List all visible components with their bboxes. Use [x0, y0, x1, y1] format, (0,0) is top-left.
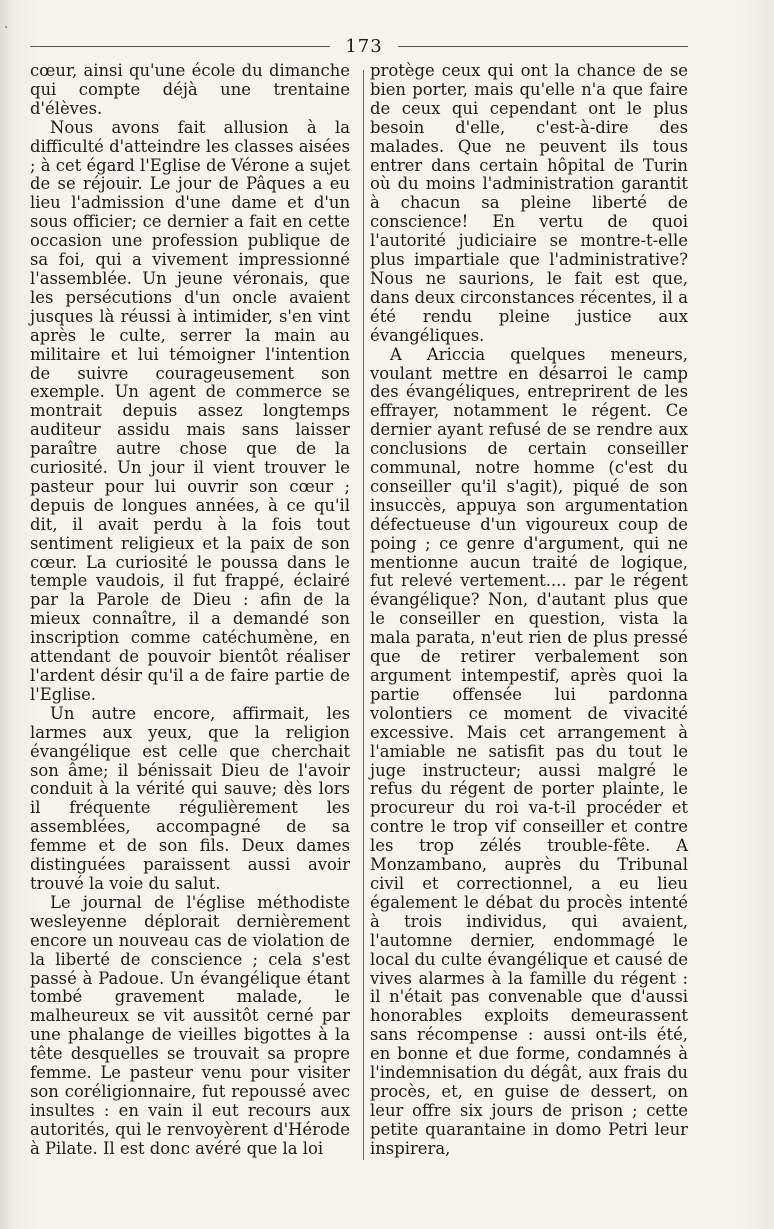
header-rule-left [30, 46, 330, 47]
paragraph: Nous avons fait allusion à la difficulté d'atteindre les classes aisées ; à cet égard l'Eglise de Vérone a sujet de se réjouir. Le jour de Pâques a eu lieu l'admission d'une dame et d'un sous officier; ce dernier a fait en cette occasion une profession publique de sa foi, qui a vivement impressionné l'assemblée. Un jeune véronais, que les persécutions d'un oncle avaient jusques là réussi à intimider, s'en vint après le culte, serrer la main au militaire et lui témoigner l'intention de suivre courageusement son exemple. Un agent de commerce se montrait depuis assez longtemps auditeur assidu mais sans laisser paraître autre chose que de la curiosité. Un jour il vient trouver le pasteur pour lui ouvrir son cœur ; depuis de longues années, à ce qu'il dit, il avait perdu à la fois tout sentiment religieux et la paix de son cœur. La curiosité le poussa dans le temple vaudois, il fut frappé, éclairé par la Parole de Dieu : afin de la mieux connaître, il a demandé son inscription comme catéchumène, en attendant de pouvoir bientôt réaliser l'ardent désir qu'il a de faire partie de l'Eglise. [30, 117, 350, 704]
paragraph: Le journal de l'église méthodiste wesleyenne déplorait dernièrement encore un nouveau cas de violation de la liberté de conscience ; cela s'est passé à Padoue. Un évangélique étant tombé gravement malade, le malheureux se vit aussitôt cerné par une phalange de vieilles bigottes à la tête desquelles se trouvait sa propre femme. Le pasteur venu pour visiter son coréligionnaire, fut repoussé avec insultes : en vain il eut recours aux autorités, qui le renvoyèrent d'Hérode à Pilate. Il est donc avéré que la loi [30, 892, 350, 1158]
margin-mark: · [4, 20, 9, 36]
paragraph: A Ariccia quelques meneurs, voulant mettre en désarroi le camp des évangéliques, entreprirent de les effrayer, notamment le régent. Ce dernier ayant refusé de se rendre aux conclusions de certain conseiller communal, notre homme (c'est du conseiller qu'il s'agit), piqué de son insuccès, appuya son argumentation défectueuse d'un vigoureux coup de poing ; ce genre d'argument, qui ne mentionne aucun traité de logique, fut relevé vertement.... par le régent évangélique? Non, d'autant plus que le conseiller en question, vista la mala parata, n'eut rien de plus pressé que de retirer verbalement son argument intempestif, après quoi la partie offensée lui pardonna volontiers ce moment de vivacité excessive. Mais cet arrangement à l'amiable ne satisfit pas du tout le juge instructeur; aussi malgré le refus du régent de porter plainte, le procureur du roi va-t-il procéder et contre le trop vif conseiller et contre les trop zélés trouble-fête. A Monzambano, auprès du Tribunal civil et correctionnel, a eu lieu également le débat du procès intenté à trois individus, qui avaient, l'automne dernier, endommagé le local du culte évangélique et causé de vives alarmes à la famille du régent : il n'était pas convenable que d'aussi honorables exploits demeurassent sans récompense : aussi ont-ils été, en bonne et due forme, condamnés à l'indemnisation du dégât, aux frais du procès, et, en guise de dessert, on leur offre six jours de prison ; cette petite quarantaine in domo Petri leur inspirera, [370, 344, 688, 1158]
column-divider [363, 70, 364, 1160]
header-rule-right [398, 46, 688, 47]
left-column [30, 62, 350, 1159]
paragraph: cœur, ainsi qu'une école du dimanche qui compte déjà une trentaine d'élèves. [30, 61, 350, 118]
paragraph: Un autre encore, affirmait, les larmes aux yeux, que la religion évangélique est celle que cherchait son âme; il bénissait Dieu de l'avoir conduit à la vérité qui sauve; dès lors il fréquente régulièrement les assemblées, accompagné de sa femme et de son fils. Deux dames distinguées paraissent aussi avoir trouvé la voie du salut. [30, 703, 350, 893]
paragraph: protège ceux qui ont la chance de se bien porter, mais qu'elle n'a que faire de ceux qui cependant ont le plus besoin d'elle, c'est-à-dire des malades. Que ne peuvent ils tous entrer dans certain hôpital de Turin où du moins l'administration garantit à chacun sa pleine liberté de conscience! En vertu de quoi l'autorité judiciaire se montre-t-elle plus impartiale que l'administrative? Nous ne saurions, le fait est que, dans deux circonstances récentes, il a été rendu pleine justice aux évangéliques. [370, 61, 688, 345]
page-number: 173 [345, 36, 383, 57]
right-column [370, 62, 688, 1159]
